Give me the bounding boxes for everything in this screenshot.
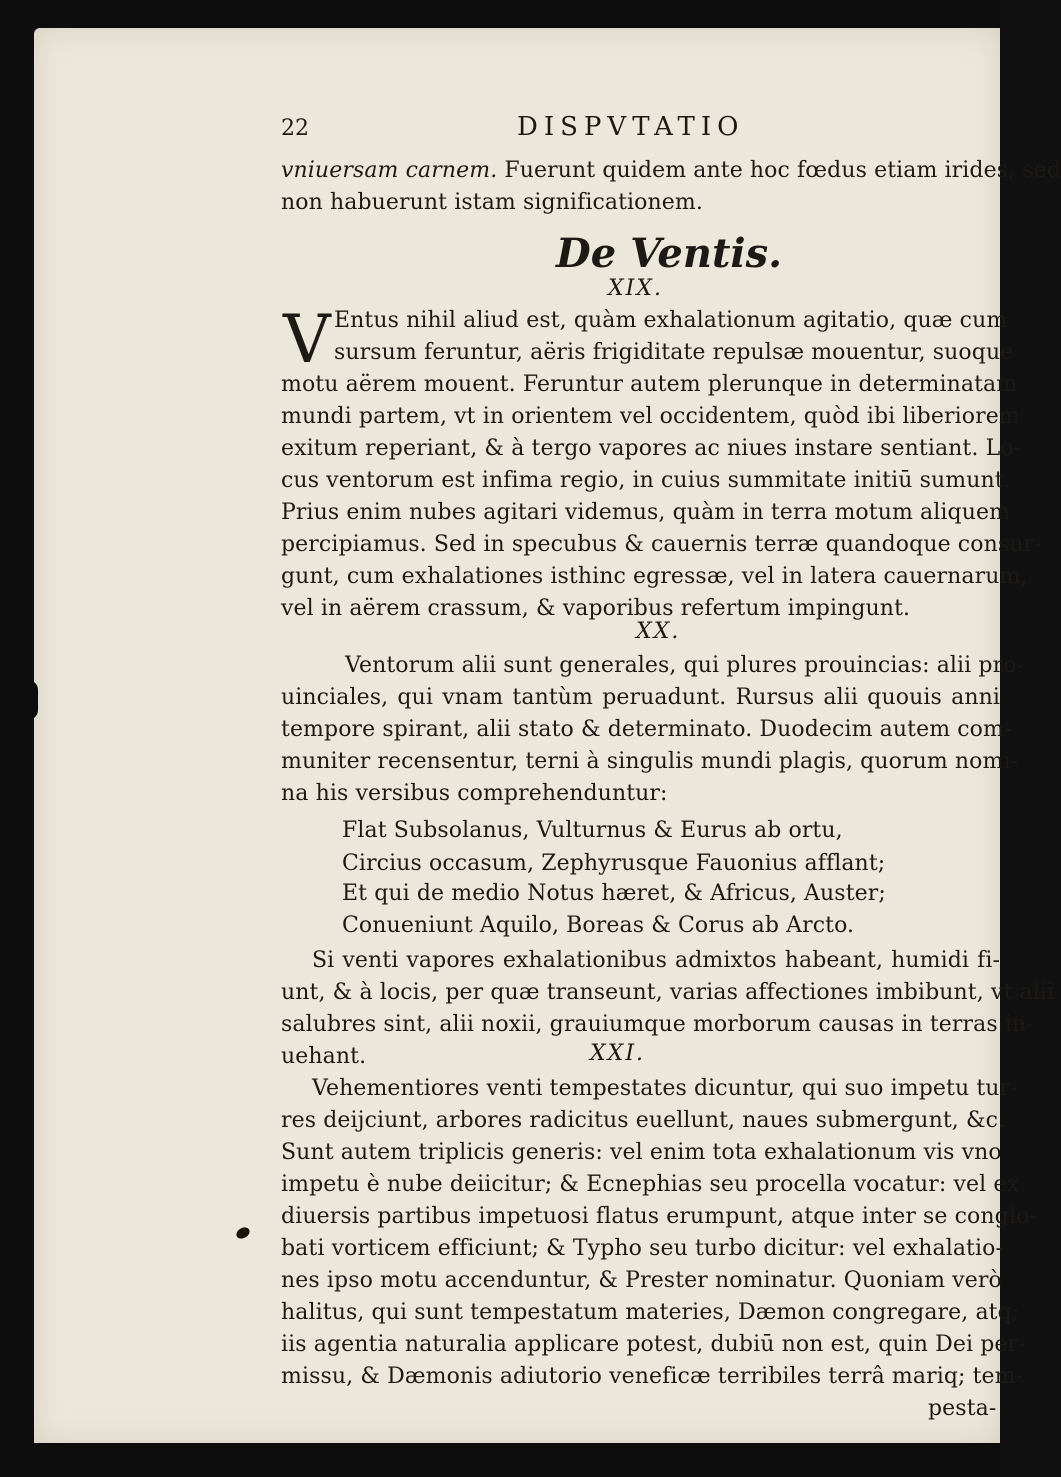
thesis-21-line: impetu è nube deiicitur; & Ecnephias seu procella vocatur: vel ex (281, 1172, 1020, 1197)
thesis-19-line: gunt, cum exhalationes isthinc egressæ, vel in latera cauernarum, (281, 564, 1028, 589)
intro-rest: Fuerunt quidem ante hoc fœdus etiam irides, sed (497, 158, 1061, 183)
catchword: pesta- (928, 1396, 997, 1421)
intro-line-1 (281, 155, 1061, 187)
intro-rest: non habuerunt istam significationem. (281, 190, 703, 215)
thesis-21-line: bati vorticem efficiunt; & Typho seu turbo dicitur: vel exhalatio- (281, 1236, 1004, 1261)
thesis-19-line: vel in aërem crassum, & vaporibus refertum impingunt. (281, 596, 911, 621)
verse-line: Circius occasum, Zephyrusque Fauonius afflant; (342, 851, 886, 876)
thesis-21-line: halitus, qui sunt tempestatum materies, Dæmon congregare, atq; (281, 1300, 1020, 1325)
thesis-numeral-20: XX. (636, 619, 681, 644)
thesis-20-line: uinciales, qui vnam tantùm peruadunt. Rursus alii quouis anni (281, 685, 1000, 710)
thesis-19-line: Entus nihil aliud est, quàm exhalationum agitatio, quæ cum (334, 308, 1008, 333)
thesis-20-after-line: uehant. (281, 1044, 367, 1069)
verse-line: Flat Subsolanus, Vulturnus & Eurus ab ortu, (342, 818, 843, 843)
thesis-21-line: res deijciunt, arbores radicitus euellunt, naues submergunt, &c. (281, 1108, 1006, 1133)
intro-line-2 (281, 187, 1000, 219)
thesis-19-line: percipiamus. Sed in specubus & cauernis terræ quandoque consur- (281, 532, 1042, 557)
thesis-19-line: mundi partem, vt in orientem vel occidentem, quòd ibi liberiorem (281, 404, 1020, 429)
thesis-19-line: exitum reperiant, & à tergo vapores ac niues instare sentiant. Lo- (281, 436, 1022, 461)
thesis-21-line: iis agentia naturalia applicare potest, dubiū non est, quin Dei per- (281, 1332, 1026, 1357)
thesis-20-after-line: Si venti vapores exhalationibus admixtos habeant, humidi fi- (312, 948, 1000, 973)
thesis-20-line: tempore spirant, alii stato & determinato. Duodecim autem com- (281, 717, 1012, 742)
thesis-21-line: Vehementiores venti tempestates dicuntur, qui suo impetu tur- (312, 1076, 1018, 1101)
thesis-19-line: Prius enim nubes agitari videmus, quàm in terra motum aliquem (281, 500, 1011, 525)
section-title: De Ventis. (556, 230, 783, 277)
thesis-19-line: cus ventorum est infima regio, in cuius summitate initiū sumunt. (281, 468, 1011, 493)
thesis-numeral-21: XXI. (590, 1041, 646, 1066)
thesis-numeral-19: XIX. (608, 276, 664, 301)
verse-line: Et qui de medio Notus hæret, & Africus, Auster; (342, 881, 886, 906)
drop-capital: V (283, 301, 331, 378)
thesis-21-line: diuersis partibus impetuosi flatus erumpunt, atque inter se conglo- (281, 1204, 1037, 1229)
running-title: DISPVTATIO (517, 112, 745, 142)
thesis-19-line: sursum feruntur, aëris frigiditate repulsæ mouentur, suoque (334, 340, 1014, 365)
intro-italic: vniuersam carnem. (281, 158, 498, 183)
thesis-19-line: motu aërem mouent. Feruntur autem plerunque in determinatam (281, 372, 1018, 397)
thesis-21-line: missu, & Dæmonis adiutorio veneficæ terribiles terrâ mariq; tem- (281, 1364, 1024, 1389)
page-number: 22 (281, 116, 309, 141)
thesis-21-line: Sunt autem triplicis generis: vel enim tota exhalationum vis vno (281, 1140, 1002, 1165)
thesis-20-line: Ventorum alii sunt generales, qui plures prouincias: alii pro- (345, 653, 1025, 678)
verse-line: Conueniunt Aquilo, Boreas & Corus ab Arcto. (342, 913, 855, 938)
thesis-21-line: nes ipso motu accenduntur, & Prester nominatur. Quoniam verò (281, 1268, 1002, 1293)
thesis-20-line: na his versibus comprehenduntur: (281, 781, 668, 806)
thesis-20-after-line: unt, & à locis, per quæ transeunt, varias affectiones imbibunt, vt alii (281, 980, 1055, 1005)
thesis-20-line: muniter recensentur, terni à singulis mundi plagis, quorum nomi- (281, 749, 1019, 774)
thesis-20-after-line: salubres sint, alii noxii, grauiumque morborum causas in terras in- (281, 1012, 1034, 1037)
